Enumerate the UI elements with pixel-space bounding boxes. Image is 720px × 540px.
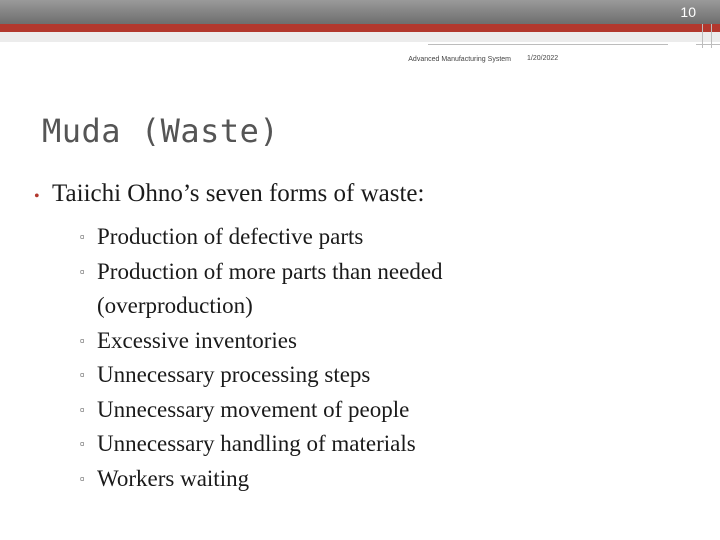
square-bullet-icon: ▫ — [80, 367, 85, 382]
header-light-stripe — [0, 32, 720, 42]
list-item: ▫ Excessive inventories — [80, 324, 580, 359]
footer-divider-line — [428, 44, 668, 45]
slide-number: 10 — [680, 4, 696, 20]
main-bullet-text: Taiichi Ohno’s seven forms of waste: — [52, 180, 425, 207]
list-item: ▫ Production of more parts than needed (overproduction) — [80, 255, 580, 324]
list-item: ▫ Unnecessary processing steps — [80, 358, 580, 393]
list-item: ▫ Production of defective parts — [80, 220, 580, 255]
square-bullet-icon: ▫ — [80, 332, 85, 348]
square-bullet-icon: ▫ — [80, 401, 85, 417]
square-bullet-icon: ▫ — [80, 436, 85, 451]
main-bullet — [34, 180, 425, 208]
sub-bullet-list — [80, 220, 580, 496]
list-item: ▫ Workers waiting — [80, 462, 580, 497]
slide-date: 1/20/2022 — [527, 55, 559, 62]
footer-divider-line-right — [696, 44, 720, 45]
list-item: ▫ Unnecessary movement of people — [80, 393, 580, 428]
square-bullet-icon: ▫ — [80, 229, 85, 244]
square-bullet-icon: ▫ — [80, 263, 85, 279]
square-bullet-icon: ▫ — [80, 470, 85, 486]
footer-text: Advanced Manufacturing System — [408, 56, 511, 63]
header-bar — [0, 0, 720, 24]
list-item: ▫ Unnecessary handling of materials — [80, 427, 580, 462]
slide-title: Muda (Waste) — [42, 112, 280, 150]
bullet-dot-icon: • — [34, 188, 40, 205]
header-accent-stripe — [0, 24, 720, 32]
